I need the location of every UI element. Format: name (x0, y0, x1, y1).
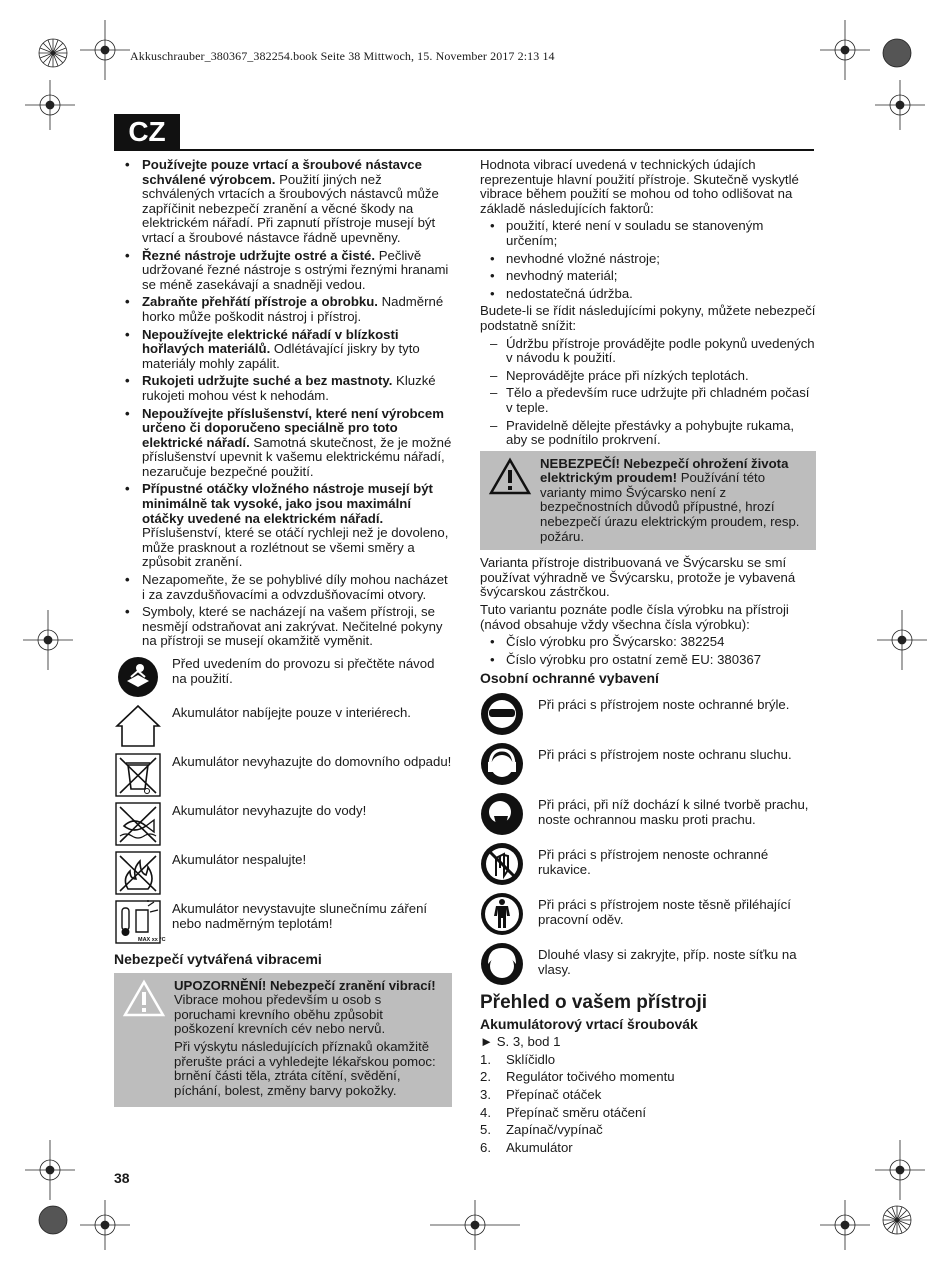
symbol-row: Před uvedením do provozu si přečtěte návod na použití. (114, 655, 452, 699)
reduce-intro: Budete-li se řídit následujícími pokyny, můžete nebezpečí podstatně snížit: (480, 303, 816, 333)
ppe-row: Při práci s přístrojem noste ochranné brýle. (480, 692, 816, 736)
list-item: • použití, které není v souladu se stanoveným určením; (480, 219, 816, 248)
list-item: 2. Regulátor točivého momentu (480, 1069, 675, 1085)
ppe-row: Při práci s přístrojem nenoste ochranné rukavice. (480, 842, 816, 886)
page-number: 38 (114, 1170, 130, 1186)
list-item: • nevhodný materiál; (480, 269, 816, 284)
list-item: 6. Akumulátor (480, 1139, 573, 1155)
list-item: – Pravidelně dělejte přestávky a pohybujte rukama, aby se podnítilo prokrvení. (480, 419, 816, 448)
max-temperature-icon (114, 900, 166, 944)
list-item: 3. Přepínač otáček (480, 1086, 602, 1102)
symbol-row: MAX xx °C Akumulátor nevystavujte slunečnímu záření nebo nadměrným teplotám! (114, 900, 452, 944)
list-item: • Číslo výrobku pro Švýcarsko: 382254 (480, 635, 816, 650)
variant-list (480, 635, 816, 667)
indoor-house-icon (114, 704, 162, 748)
overview-title: Přehled o vašem přístroji (480, 992, 708, 1013)
tight-clothing-icon (480, 892, 524, 936)
read-manual-icon (114, 655, 162, 699)
list-item: 5. Zapínač/vypínač (480, 1122, 603, 1138)
print-header: Akkuschrauber_380367_382254.book Seite 38 Mittwoch, 15. November 2017 2:13 14 (130, 49, 555, 63)
warning-triangle-icon (120, 979, 168, 1019)
list-item: • Používejte pouze vrtací a šroubové nástavce schválené výrobcem. Použití jiných než schválených vrtacích a šroubových nástavců může zapříčinit nebezpečí zranění a věcné škody na elektrickém nářadí. Při zapnutí přístroje musejí být vrtací a šroubové nástavce řádně upevněny. (114, 158, 452, 246)
list-item: – Údržbu přístroje provádějte podle pokynů uvedených v návodu k použití. (480, 337, 816, 366)
list-item: – Neprovádějte práce při nízkých teplotách. (480, 369, 816, 384)
factor-list (480, 219, 816, 301)
language-tag: CZ (114, 114, 180, 150)
symbols-list (114, 655, 452, 944)
figure-reference: ► S. 3, bod 1 (480, 1034, 561, 1050)
ppe-row: Při práci, při níž dochází k silné tvorbě prachu, noste ochrannou masku proti prachu. (480, 792, 816, 836)
symbol-row: Akumulátor nespalujte! (114, 851, 452, 895)
ear-protection-icon (480, 742, 524, 786)
warning-triangle-icon (486, 457, 534, 497)
list-item: • Nepoužívejte elektrické nářadí v blízkosti hořlavých materiálů. Odlétávající jiskry by tyto materiály mohly zapálit. (114, 328, 452, 372)
svg-text:MAX xx °C: MAX xx °C (138, 937, 166, 943)
hair-net-icon (480, 942, 524, 986)
no-household-waste-icon (114, 753, 162, 797)
device-title: Akumulátorový vrtací šroubovák (480, 1015, 698, 1032)
header-rule (114, 149, 814, 151)
no-water-icon (114, 802, 162, 846)
parts-list (480, 1053, 816, 1156)
no-gloves-icon (480, 842, 524, 886)
list-item: • Nezapomeňte, že se pohyblivé díly mohou nacházet i za zavzdušňovacími a odvzdušňovacími otvory. (114, 573, 452, 602)
variant-text: Tuto variantu poznáte podle čísla výrobku na přístroji (návod obsahuje vždy všechna čísla výrobku): (480, 602, 789, 632)
symbol-row: Akumulátor nevyhazujte do domovního odpadu! (114, 753, 452, 797)
ppe-heading: Osobní ochranné vybavení (480, 670, 659, 687)
list-item: • Řezné nástroje udržujte ostré a čisté. Pečlivě udržované řezné nástroje s ostrými řeznými hranami se méně zasekávají a snadněji vedou. (114, 249, 452, 293)
list-item: • Číslo výrobku pro ostatní země EU: 380367 (480, 653, 816, 668)
dust-mask-icon (480, 792, 524, 836)
list-item: – Tělo a především ruce udržujte při chladném počasí v teple. (480, 386, 816, 415)
list-item: • nedostatečná údržba. (480, 287, 816, 302)
list-item: 1. Sklíčidlo (480, 1051, 556, 1067)
safety-bullets (114, 158, 452, 649)
danger-box: NEBEZPEČÍ! Nebezpečí ohrožení života elektrickým proudem! Používání této varianty mimo Švýcarsko není z bezpečnostních důvodů přípustné, hrozí nebezpečí úrazu elektrickým proudem, resp. požáru. (480, 451, 816, 551)
safety-goggles-icon (480, 692, 524, 736)
list-item: • Symboly, které se nacházejí na vašem přístroji, se nesmějí odstraňovat ani zakrývat. Nečitelné pokyny na přístroji se musejí okamžitě vyměnit. (114, 605, 452, 649)
tips-list (480, 337, 816, 448)
symbol-row: Akumulátor nabíjejte pouze v interiérech. (114, 704, 452, 748)
right-column (480, 158, 816, 1158)
ppe-row: Při práci s přístrojem noste ochranu sluchu. (480, 742, 816, 786)
vibration-warning-box: UPOZORNĚNÍ! Nebezpečí zranění vibrací! Vibrace mohou především u osob s poruchami krevního oběhu způsobit poškození krevních cév nebo nervů. Při výskytu následujících příznaků okamžitě přerušte práci a vyhledejte lékařskou pomoc: brnění části těla, ztráta cítění, svědění, píchání, bolest, změny barvy pokožky. (114, 973, 452, 1108)
list-item: • Rukojeti udržujte suché a bez mastnoty. Kluzké rukojeti mohou vést k nehodám. (114, 374, 452, 403)
list-item: • Nepoužívejte příslušenství, které není výrobcem určeno či doporučeno speciálně pro toto elektrické nářadí. Samotná skutečnost, že je možné příslušenství upevnit k vašemu elektrickému nářadí, nezaručuje bezpečné použití. (114, 407, 452, 480)
no-fire-icon (114, 851, 162, 895)
ppe-row: Dlouhé vlasy si zakryjte, příp. noste síťku na vlasy. (480, 942, 816, 986)
list-item: 4. Přepínač směru otáčení (480, 1104, 647, 1120)
list-item: • Zabraňte přehřátí přístroje a obrobku. Nadměrné horko může poškodit nástroj i přístroj. (114, 295, 452, 324)
swiss-text: Varianta přístroje distribuovaná ve Švýcarsku se smí používat výhradně ve Švýcarsku, protože je vybavená švýcarskou zástrčkou. (480, 555, 796, 600)
symbol-row: Akumulátor nevyhazujte do vody! (114, 802, 452, 846)
list-item: • Přípustné otáčky vložného nástroje musejí být minimálně tak vysoké, jako jsou maximální otáčky uvedené na elektrickém nářadí. Příslušenství, které se otáčí rychleji než je dovoleno, může prasknout a rozlétnout se všemi směry a způsobit zranění. (114, 482, 452, 570)
vibration-intro: Hodnota vibrací uvedená v technických údajích reprezentuje hlavní použití přístroje. Skutečně vyskytlé vibrace během použití se mohou od toho odlišovat na základě následujících faktorů: (480, 157, 799, 216)
ppe-row: Při práci s přístrojem noste těsně přiléhající pracovní oděv. (480, 892, 816, 936)
list-item: • nevhodné vložné nástroje; (480, 252, 816, 267)
vibration-heading: Nebezpečí vytvářená vibracemi (114, 951, 322, 967)
left-column (114, 158, 452, 1113)
